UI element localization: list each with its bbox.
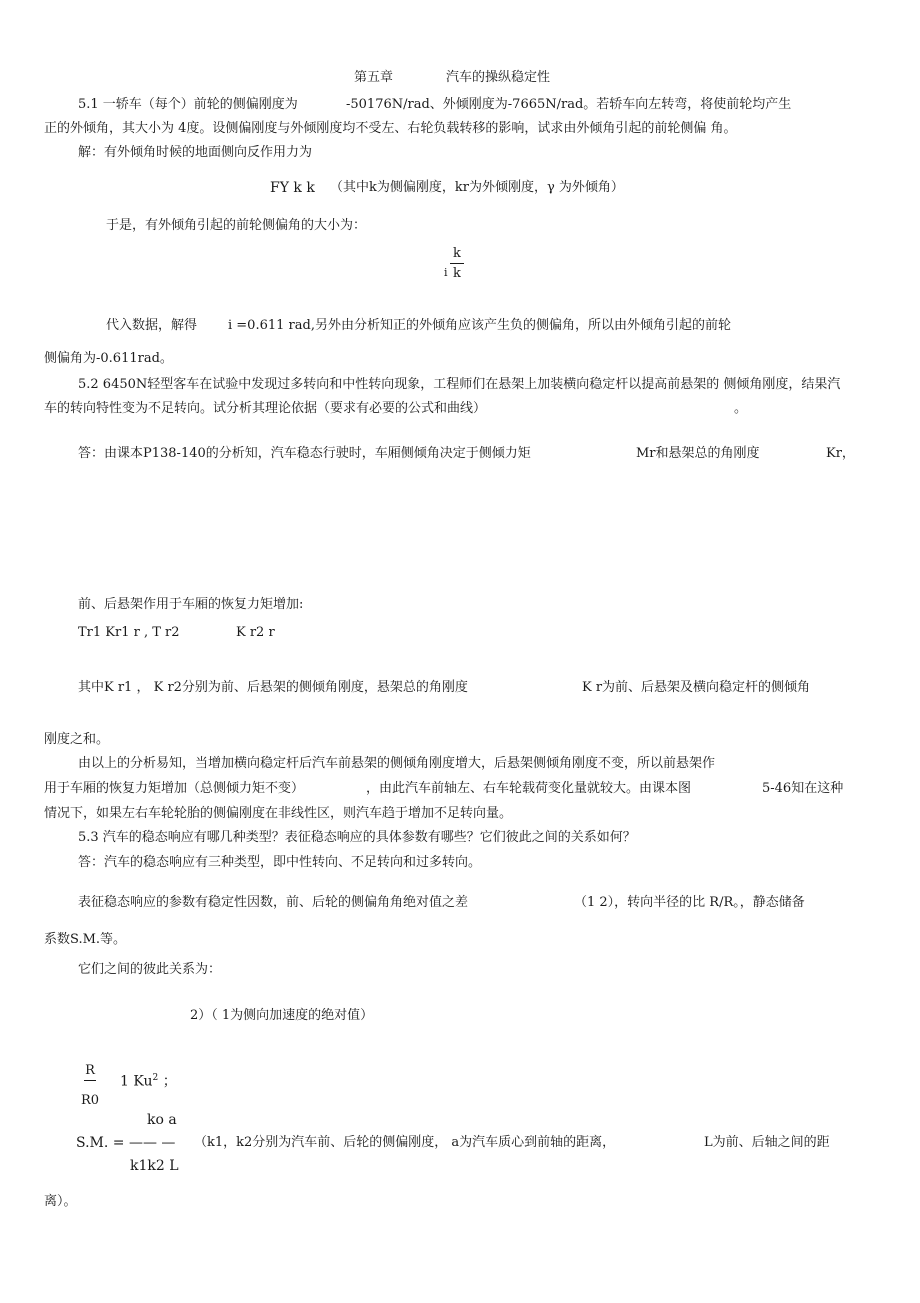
sm-note-b: L为前、后轴之间的距 xyxy=(704,1135,830,1150)
q53-line7: 离）。 xyxy=(44,1194,77,1209)
sm-lhs: S.M. = —— — xyxy=(76,1135,176,1151)
q51-line2: 正的外倾角，其大小为 4度。设侧偏刚度与外倾刚度均不受左、右轮负载转移的影响，试求由外倾角引起的前轮侧偏 角。 xyxy=(44,121,737,136)
sm-note-a: （k1，k2分别为汽车前、后轮的侧偏刚度， a为汽车质心到前轴的距离， xyxy=(194,1135,616,1150)
q51-fraction xyxy=(448,246,466,281)
sm-denominator: k1k2 L xyxy=(130,1158,179,1174)
q51-line1b: -50176N/rad、外倾刚度为-7665N/rad。若轿车向左转弯，将使前轮均产生 xyxy=(346,97,792,112)
q51-line3: 解：有外倾角时候的地面侧向反作用力为 xyxy=(78,145,313,160)
q51-fraction-left: i xyxy=(444,266,448,279)
radius-ratio-bottom: R0 xyxy=(80,1093,100,1108)
radius-ratio-top: R xyxy=(85,1063,95,1078)
q51-equation1-note: （其中k为侧偏刚度，kr为外倾刚度，γ 为外倾角） xyxy=(330,180,624,195)
fraction-bar xyxy=(450,263,464,264)
fraction-bar xyxy=(84,1080,96,1081)
q51-line1a: 5.1 一轿车（每个）前轮的侧偏刚度为 xyxy=(78,97,298,112)
q52-answer-a: 答：由课本P138-140的分析知，汽车稳态行驶时，车厢侧倾角决定于侧倾力矩 xyxy=(78,446,531,461)
q53-line3b: （1 2），转向半径的比 R/R。，静态储备 xyxy=(574,895,805,910)
q52-line2a: 车的转向特性变为不足转向。试分析其理论依据（要求有必要的公式和曲线） xyxy=(44,401,487,416)
q52-line7a: 用于车厢的恢复力矩增加（总侧倾力矩不变） xyxy=(44,781,305,796)
radius-ratio-equation xyxy=(120,1070,177,1090)
q52-line7c: 5-46知在这种 xyxy=(762,781,844,796)
q52-line4b: K r为前、后悬架及横向稳定杆的侧倾角 xyxy=(582,680,811,695)
q52-line5: 刚度之和。 xyxy=(44,732,110,747)
sm-numerator: ko a xyxy=(147,1112,177,1128)
q51-fraction-top: k xyxy=(453,246,461,261)
q52-equation-b: K r2 r xyxy=(236,625,275,640)
q53-line3a: 表征稳态响应的参数有稳定性因数，前、后轮的侧偏角角绝对值之差 xyxy=(78,895,469,910)
q51-fraction-bottom: k xyxy=(453,266,461,281)
q51-line5a: 代入数据，解得 xyxy=(106,318,198,333)
q51-line6: 侧偏角为-0.611rad。 xyxy=(44,351,173,366)
radius-ratio-fraction xyxy=(80,1063,100,1108)
q51-line4: 于是，有外倾角引起的前轮侧偏角的大小为： xyxy=(106,218,367,233)
q52-line8: 情况下，如果左右车轮轮胎的侧偏刚度在非线性区，则汽车趋于增加不足转向量。 xyxy=(44,806,513,821)
q53-line4: 系数S.M.等。 xyxy=(44,932,127,947)
q52-answer-c: Kr， xyxy=(826,446,855,461)
q52-line4a: 其中K r1 ， K r2分别为前、后悬架的侧倾角刚度，悬架总的角刚度 xyxy=(78,680,468,695)
chapter-number: 第五章 xyxy=(354,70,394,85)
q52-equation-a: Tr1 Kr1 r , T r2 xyxy=(78,625,180,640)
q53-line6: 2）（ 1为侧向加速度的绝对值） xyxy=(190,1008,374,1023)
chapter-title: 汽车的操纵稳定性 xyxy=(446,70,551,85)
q52-line6: 由以上的分析易知，当增加横向稳定杆后汽车前悬架的侧倾角刚度增大，后悬架侧倾角刚度不变，所以前悬架作 xyxy=(78,756,716,771)
q51-line5b: i =0.611 rad,另外由分析知正的外倾角应该产生负的侧偏角，所以由外倾角引起的前轮 xyxy=(228,318,731,333)
q52-line2b: 。 xyxy=(734,401,748,416)
radius-ratio-exponent: 2 xyxy=(152,1073,159,1083)
radius-ratio-end: ； xyxy=(162,1073,177,1090)
q53-line2: 答：汽车的稳态响应有三种类型，即中性转向、不足转向和过多转向。 xyxy=(78,855,482,870)
q51-equation1: FY k k xyxy=(270,180,315,196)
q53-line5: 它们之间的彼此关系为： xyxy=(78,962,222,977)
q52-line3: 前、后悬架作用于车厢的恢复力矩增加: xyxy=(78,597,304,612)
q52-line1: 5.2 6450N轻型客车在试验中发现过多转向和中性转向现象，工程师们在悬架上加装横向稳定杆以提高前悬架的 侧倾角刚度，结果汽 xyxy=(78,377,841,392)
q52-line7b: ，由此汽车前轴左、右车轮载荷变化量就较大。由课本图 xyxy=(366,781,692,796)
q53-line1: 5.3 汽车的稳态响应有哪几种类型？表征稳态响应的具体参数有哪些？它们彼此之间的关系如何？ xyxy=(78,830,636,845)
q52-answer-b: Mr和悬架总的角刚度 xyxy=(636,446,760,461)
radius-ratio-rhs: 1 Ku xyxy=(120,1073,153,1090)
